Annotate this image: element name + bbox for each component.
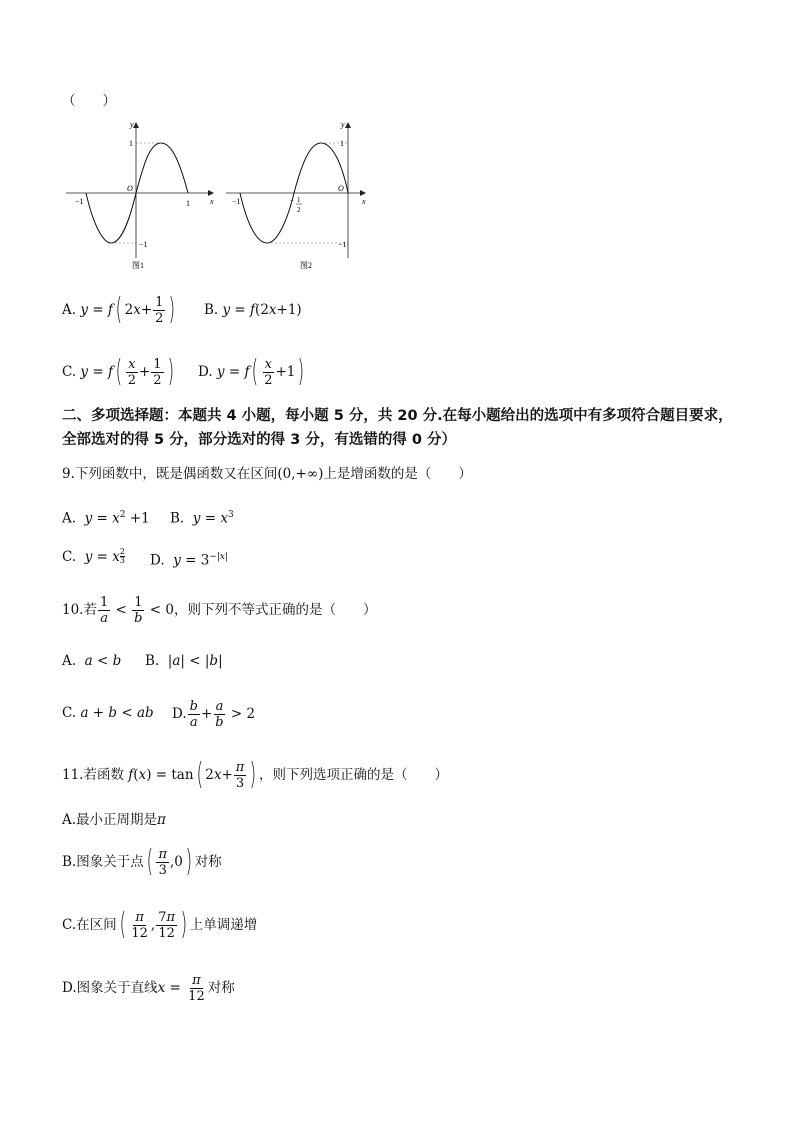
q10-stem: 10.若 $\frac{1}{a}$ < $\frac{1}{b}$ < 0 ，则下列不等式正确的是（ ） <box>62 594 377 626</box>
q11-option-c[interactable]: C.在区间 ( $\frac{\pi}{12}$ , $\frac{7\pi}{12}$ ) 上单调递增 <box>62 907 258 942</box>
q8-answer-bracket: （ ） <box>62 93 116 109</box>
q11-option-b[interactable]: B.图象关于点 ( $\frac{\pi}{3}$ ,0 ) 对称 <box>62 844 222 879</box>
q10-option-d[interactable]: D. $\frac{b}{a}$ + $\frac{a}{b}$ > 2 <box>172 698 256 730</box>
fig2-tick-yneg1: −1 <box>338 240 347 249</box>
q11-stem: 11.若函数 f ( x ) = tan ( 2 x + $\frac{\pi}{3}$ ) ，则下列选项正确的是（ ） <box>62 757 449 792</box>
q10-stem-post: ，则下列不等式正确的是（ ） <box>173 602 377 618</box>
fig2-tick-xneg1: −1 <box>232 197 241 206</box>
q11-option-a[interactable]: A.最小正周期是π <box>62 812 166 828</box>
q10-option-c[interactable]: C. a + b < ab <box>62 705 154 721</box>
fig2-x-label: x <box>362 197 366 206</box>
fig1-tick-yneg1: −1 <box>139 240 148 249</box>
fig2-y-label: y <box>341 120 345 129</box>
q11-option-d[interactable]: D.图象关于直线 x = $\frac{\pi}{12}$ 对称 <box>62 972 235 1004</box>
figure-1-sine-graph <box>60 118 220 273</box>
q9-stem-post: 上是增函数的是（ ） <box>323 466 472 482</box>
q8-option-a[interactable]: A. y = f ( 2 x + $\frac{1}{2}$ ) <box>62 292 176 327</box>
fig1-y-label: y <box>130 120 134 129</box>
fig2-tick-neg-half-sign: − <box>290 197 294 205</box>
fig1-origin-label: O <box>127 184 133 193</box>
fig1-tick-xneg1: −1 <box>75 197 84 206</box>
fig1-caption: 图1 <box>132 261 144 270</box>
q11-option-c-post: 上单调递增 <box>189 917 258 933</box>
q9-option-b[interactable]: B. $y = x^3$ <box>170 510 234 527</box>
q9-stem-pre: 9.下列函数中，既是偶函数又在区间 <box>62 466 278 482</box>
q11-option-c-pre: C.在区间 <box>62 917 117 933</box>
fig2-tick-half-den: 2 <box>297 206 301 214</box>
q9-option-a[interactable]: A. $y = x^2 +1$ <box>62 510 150 527</box>
fig1-tick-x1: 1 <box>186 199 190 208</box>
q9-option-b-label: B. <box>170 510 185 527</box>
q9-option-d[interactable]: D. $y = 3^{-|x|}$ <box>150 552 229 569</box>
q10-option-a[interactable]: A. a < b <box>62 653 122 669</box>
q11-option-a-text: A.最小正周期是 <box>62 812 158 828</box>
q9-option-a-label: A. <box>62 510 77 527</box>
q8-option-c[interactable]: C. y = f ( $\frac{x}{2}$ + $\frac{1}{2}$ ) <box>62 354 174 389</box>
fig2-caption: 图2 <box>300 261 312 270</box>
q9-interval: (0,+∞) <box>277 466 324 482</box>
q8-option-b-label: B. <box>204 302 219 318</box>
q10-stem-pre: 10.若 <box>62 602 97 618</box>
q10-option-b-label: B. <box>145 653 160 669</box>
q8-option-b[interactable]: B. y = f (2 x +1) <box>204 302 302 318</box>
q11-option-d-pre: D.图象关于直线 <box>62 980 158 996</box>
q10-option-d-label: D. <box>172 706 187 722</box>
q8-option-a-label: A. <box>62 302 77 318</box>
fig1-tick-y1: 1 <box>129 139 133 148</box>
fig2-origin-label: O <box>338 184 344 193</box>
fig2-tick-y1: 1 <box>340 139 344 148</box>
q11-option-b-pre: B.图象关于点 <box>62 854 144 870</box>
q8-option-d[interactable]: D. y = f ( $\frac{x}{2}$ +1 ) <box>198 354 305 389</box>
q10-option-c-label: C. <box>62 705 77 721</box>
q11-option-b-post: 对称 <box>194 854 222 870</box>
q10-option-a-label: A. <box>62 653 77 669</box>
q9-option-c[interactable]: C. y = x $^{\frac{2}{3}}$ <box>62 547 125 565</box>
q10-option-b[interactable]: B. |a| < |b| <box>145 653 223 669</box>
section-2-title: 二、多项选择题：本题共 4 小题，每小题 5 分，共 20 分.在每小题给出的选项中有多项符合题目要求，全部选对的得 5 分，部分选对的得 3 分，有选错的得 0 分） <box>62 408 733 448</box>
q8-option-d-label: D. <box>198 364 213 380</box>
q8-option-c-label: C. <box>62 364 77 380</box>
q11-stem-post: ，则下列选项正确的是（ ） <box>259 767 449 783</box>
q11-stem-pre: 11.若函数 <box>62 767 124 783</box>
q9-stem <box>62 465 472 483</box>
figure-2-sine-graph <box>222 118 372 273</box>
fig1-x-label: x <box>210 197 214 206</box>
q9-option-c-label: C. <box>62 549 77 565</box>
fig2-tick-half-num: 1 <box>297 196 301 204</box>
q11-option-d-post: 对称 <box>207 980 235 996</box>
q9-option-d-label: D. <box>150 552 165 569</box>
